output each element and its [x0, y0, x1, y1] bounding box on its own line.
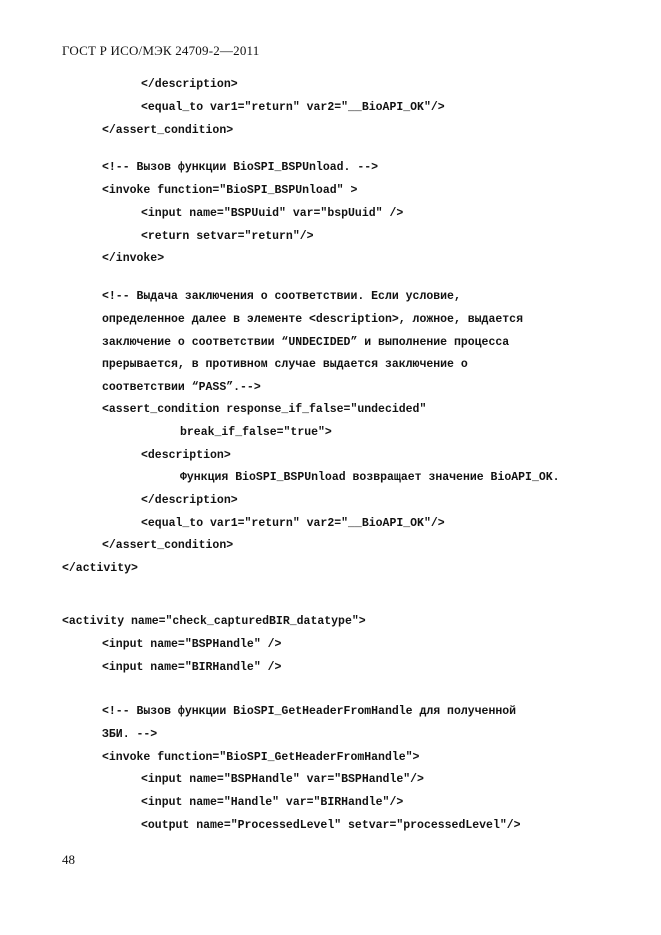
code-line: <!-- Вызов функции BioSPI_GetHeaderFromHandle для полученной — [102, 705, 517, 718]
code-line: </assert_condition> — [102, 124, 234, 137]
code-line: <!-- Выдача заключения о соответствии. Если условие, — [102, 290, 461, 303]
code-line: </assert_condition> — [102, 539, 234, 552]
code-line: <description> — [141, 449, 231, 462]
code-line: <activity name="check_capturedBIR_datatype"> — [62, 615, 366, 628]
code-line: <invoke function="BioSPI_BSPUnload" > — [102, 184, 358, 197]
code-line: ЗБИ. --> — [102, 728, 158, 741]
code-line: <equal_to var1="return" var2="__BioAPI_OK"/> — [141, 517, 445, 530]
code-line: break_if_false="true"> — [180, 426, 332, 439]
code-line: </description> — [141, 78, 238, 91]
code-line: <input name="BSPHandle" var="BSPHandle"/> — [141, 773, 424, 786]
code-line: </description> — [141, 494, 238, 507]
code-line: соответствии “PASS”.--> — [102, 381, 261, 394]
code-line: <input name="BSPHandle" /> — [102, 638, 282, 651]
code-line: <input name="Handle" var="BIRHandle"/> — [141, 796, 404, 809]
code-line: <input name="BSPUuid" var="bspUuid" /> — [141, 207, 404, 220]
page-number: 48 — [62, 852, 75, 867]
code-line: <output name="ProcessedLevel" setvar="processedLevel"/> — [141, 819, 521, 832]
document-header: ГОСТ Р ИСО/МЭК 24709-2—2011 — [62, 43, 260, 58]
code-line: <input name="BIRHandle" /> — [102, 661, 282, 674]
code-line: </activity> — [62, 562, 138, 575]
code-line: <return setvar="return"/> — [141, 230, 314, 243]
code-line: <invoke function="BioSPI_GetHeaderFromHandle"> — [102, 751, 420, 764]
code-line: Функция BioSPI_BSPUnload возвращает значение BioAPI_OK. — [180, 471, 560, 484]
code-line: <!-- Вызов функции BioSPI_BSPUnload. --> — [102, 161, 379, 174]
code-line: определенное далее в элементе <description>, ложное, выдается — [102, 313, 523, 326]
code-line: <assert_condition response_if_false="undecided" — [102, 403, 427, 416]
code-line: </invoke> — [102, 252, 165, 265]
code-line: прерывается, в противном случае выдается заключение о — [102, 358, 468, 371]
code-line: заключение о соответствии “UNDECIDED” и выполнение процесса — [102, 336, 510, 349]
code-line: <equal_to var1="return" var2="__BioAPI_OK"/> — [141, 101, 445, 114]
